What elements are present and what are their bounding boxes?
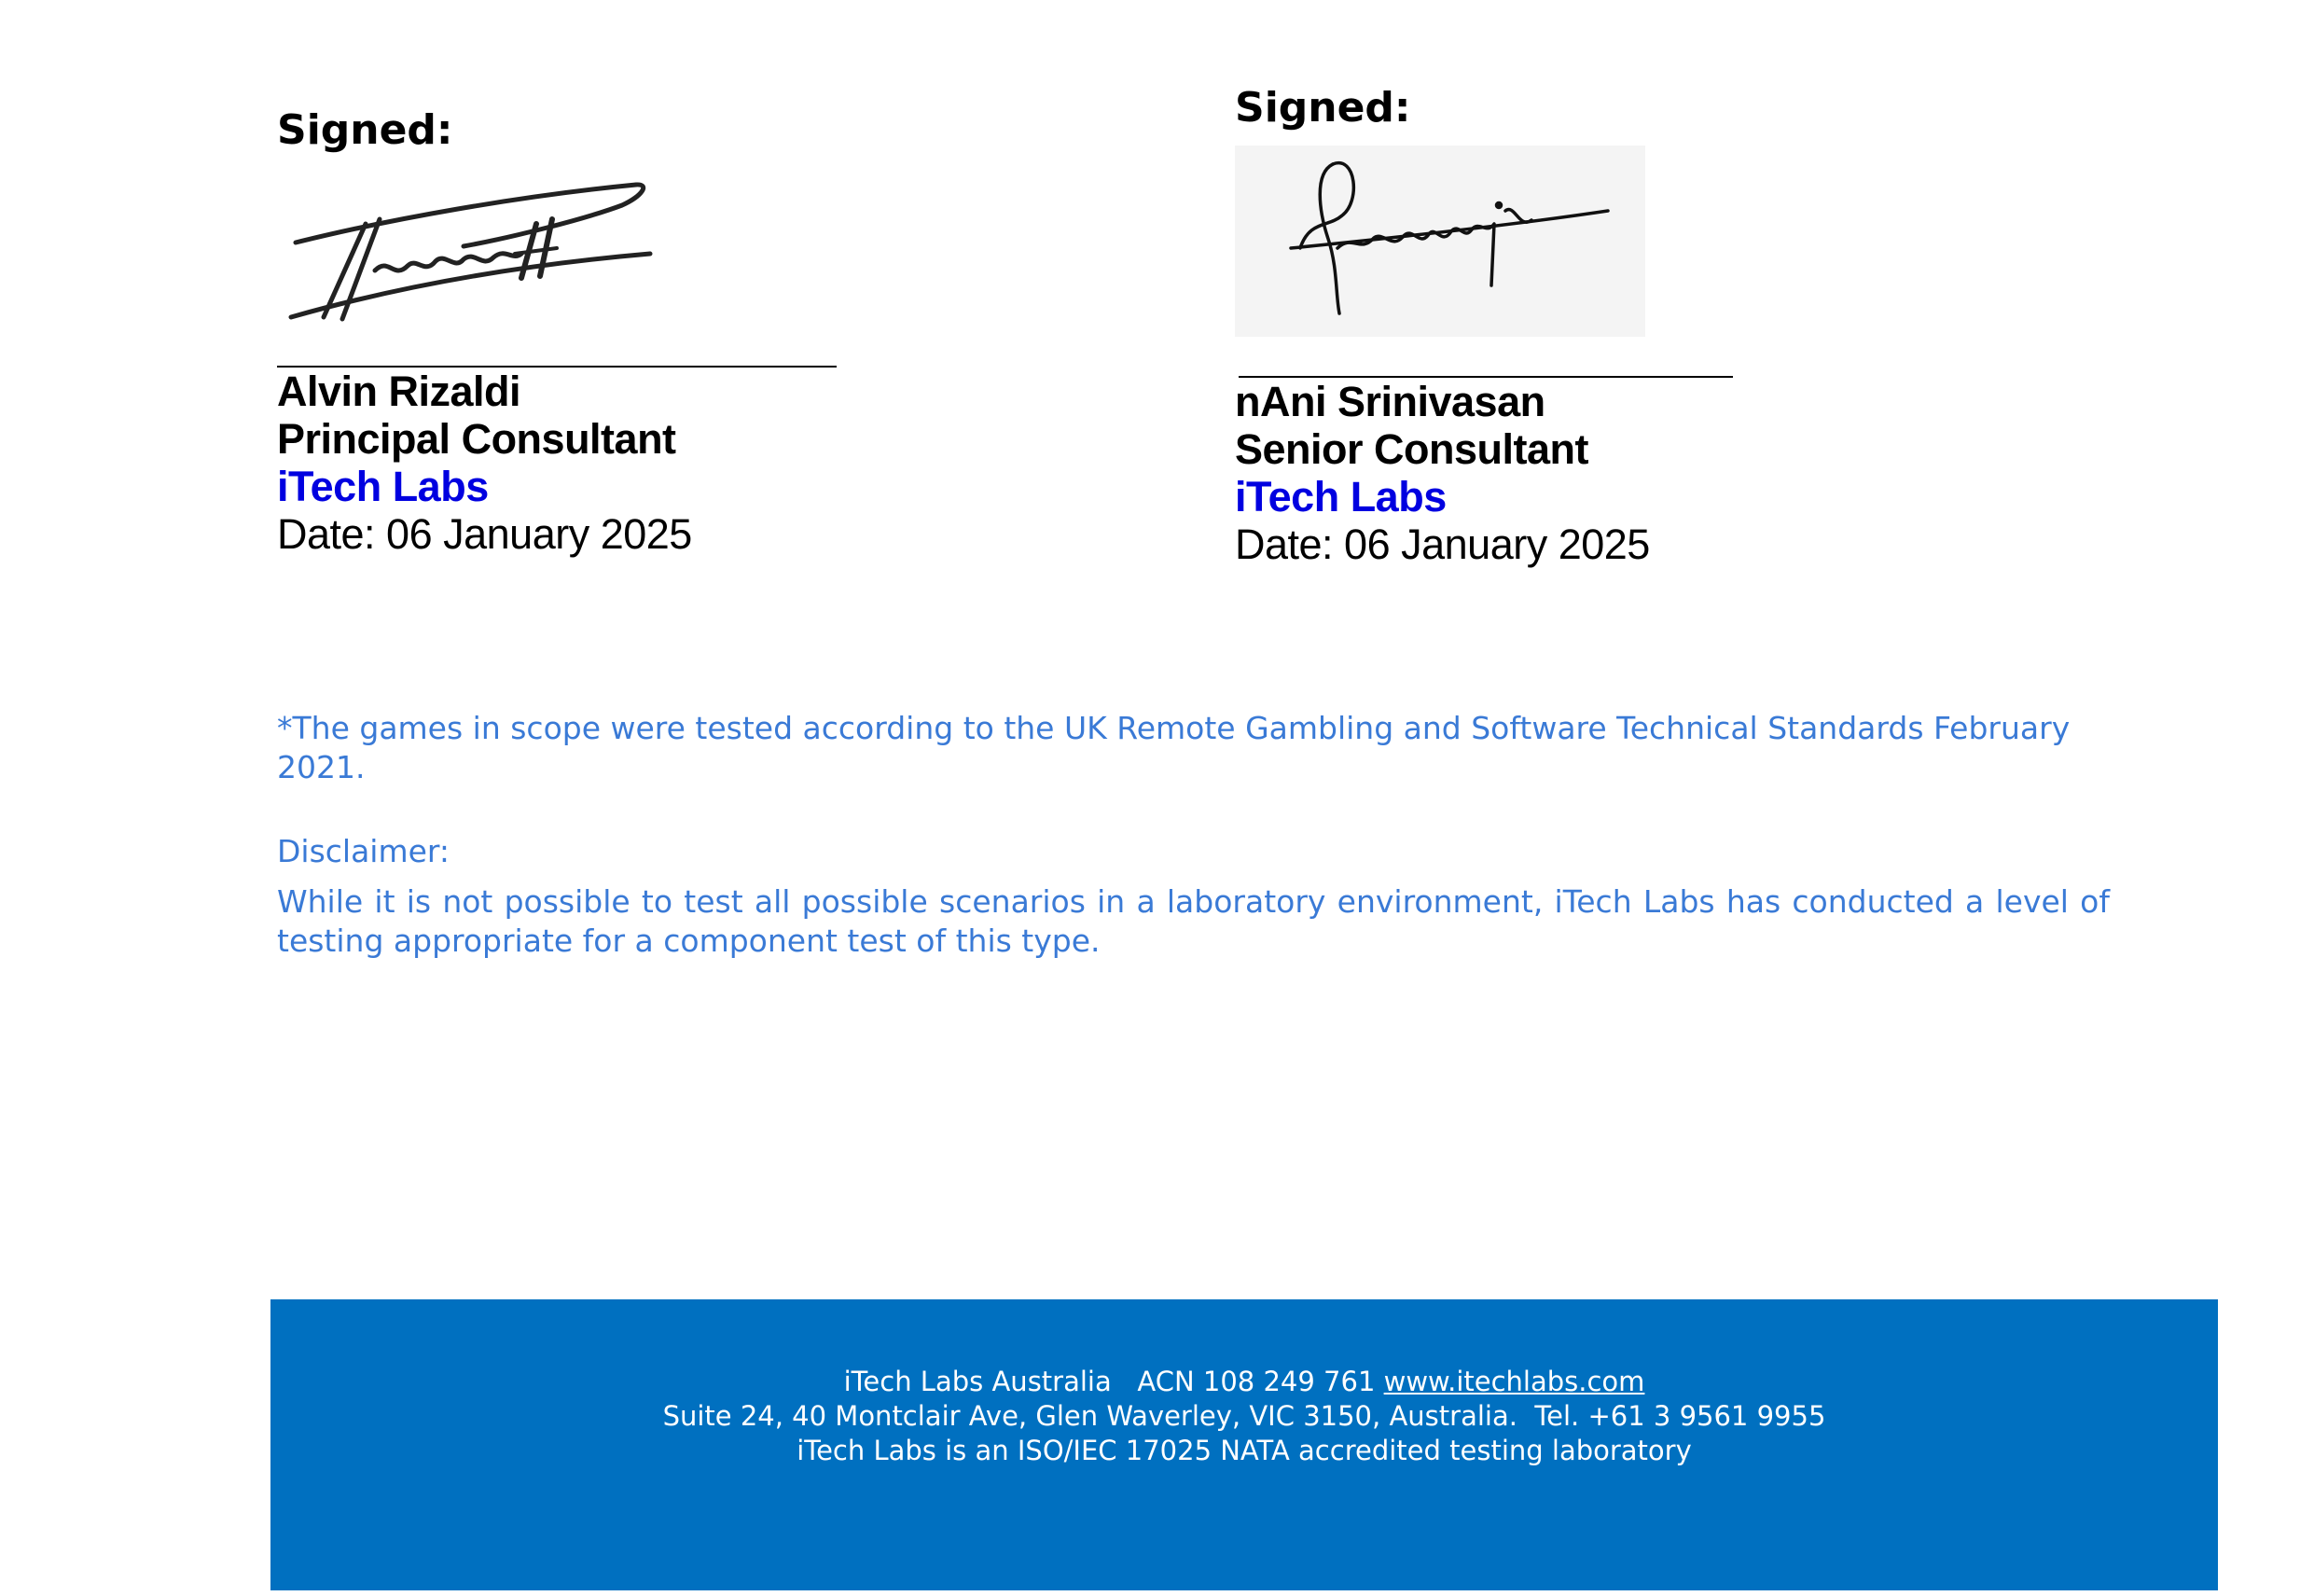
signature-date: Date: 06 January 2025 [277,510,692,558]
signatory-name: nAni Srinivasan [1235,378,1545,425]
signatory-role: Senior Consultant [1235,425,1589,473]
footer-company: iTech Labs Australia [843,1366,1112,1397]
signature-block-left [277,103,930,558]
signatory-role: Principal Consultant [277,415,676,463]
signed-label: Signed: [277,106,453,154]
footer-banner [270,1299,2218,1590]
footer-lines [270,1365,2218,1468]
footer-company-line [270,1365,2218,1399]
disclaimer-title: Disclaimer: [277,833,450,869]
signature-block-right [1235,80,1888,568]
footer-address: Suite 24, 40 Montclair Ave, Glen Waverley, VIC 3150, Australia. Tel. +61 3 9561 9955 [662,1400,1826,1432]
signatory-company: iTech Labs [1235,473,1447,520]
scope-note: *The games in scope were tested according to the UK Remote Gambling and Software Technical Standards February 2021. [277,710,2071,785]
footer-accreditation: iTech Labs is an ISO/IEC 17025 NATA accredited testing laboratory [797,1435,1692,1466]
signature-date: Date: 06 January 2025 [1235,520,1650,568]
disclaimer-body: While it is not possible to test all possible scenarios in a laboratory environment, iTech Labs has conducted a level of testing appropriate for a component test of this type. [277,883,2110,959]
signature-image-left [277,168,669,326]
footer-acn: ACN 108 249 761 [1137,1366,1376,1397]
website-link[interactable]: www.itechlabs.com [1383,1366,1645,1397]
signed-label: Signed: [1235,84,1411,132]
signatory-name: Alvin Rizaldi [277,368,521,415]
notes-section [277,709,2110,961]
signature-image-right [1235,146,1645,337]
signatory-company: iTech Labs [277,463,489,510]
